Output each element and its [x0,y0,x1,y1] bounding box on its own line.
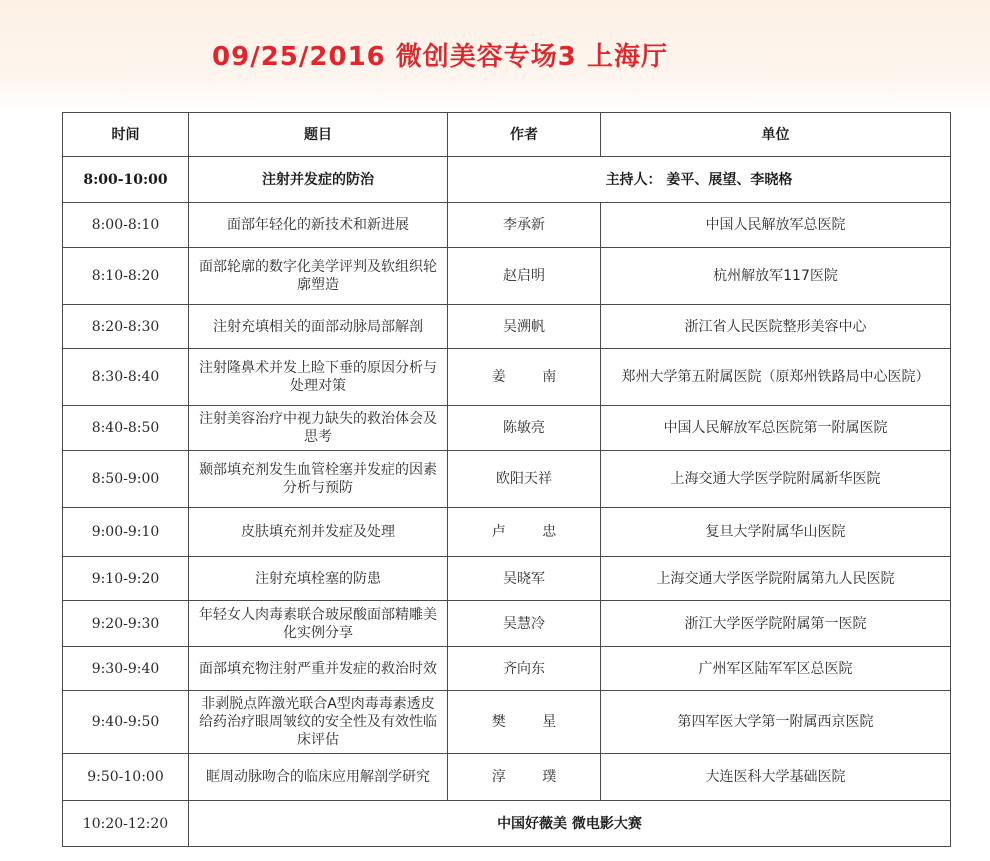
row-topic: 面部填充物注射严重并发症的救治时效 [189,647,448,691]
page-title: 09/25/2016 微创美容专场3 上海厅 [212,42,668,72]
header-author: 作者 [448,113,601,157]
table-row [63,601,951,647]
row-time: 8:20-8:30 [63,305,189,349]
session-row [63,157,951,203]
row-topic: 皮肤填充剂并发症及处理 [189,508,448,557]
row-time: 8:00-8:10 [63,203,189,248]
table-row [63,691,951,754]
row-topic: 注射充填栓塞的防患 [189,557,448,601]
row-author: 吴慧冷 [448,601,601,647]
footer-time: 10:20-12:20 [63,801,189,847]
talk-rows [63,203,951,801]
row-unit: 第四军医大学第一附属西京医院 [601,691,951,754]
row-unit: 大连医科大学基础医院 [601,754,951,801]
row-author: 卢 忠 [448,508,601,557]
row-time: 9:40-9:50 [63,691,189,754]
table-row [63,349,951,406]
header-time: 时间 [63,113,189,157]
row-author: 齐向东 [448,647,601,691]
row-topic: 注射隆鼻术并发上睑下垂的原因分析与处理对策 [189,349,448,406]
table-row [63,248,951,305]
row-time: 8:30-8:40 [63,349,189,406]
row-unit: 浙江省人民医院整形美容中心 [601,305,951,349]
table-row [63,647,951,691]
row-author: 樊 星 [448,691,601,754]
session-host: 主持人： 姜平、展望、李晓格 [448,157,951,203]
header-topic: 题目 [189,113,448,157]
row-topic: 注射充填相关的面部动脉局部解剖 [189,305,448,349]
row-time: 8:50-9:00 [63,451,189,508]
table-row [63,406,951,451]
row-unit: 广州军区陆军军区总医院 [601,647,951,691]
table-row [63,557,951,601]
footer-row [63,801,951,847]
row-time: 8:40-8:50 [63,406,189,451]
table-row [63,754,951,801]
table-row [63,451,951,508]
row-unit: 中国人民解放军总医院第一附属医院 [601,406,951,451]
table-row [63,305,951,349]
row-author: 姜 南 [448,349,601,406]
row-author: 吴晓军 [448,557,601,601]
row-unit: 杭州解放军117医院 [601,248,951,305]
row-unit: 复旦大学附属华山医院 [601,508,951,557]
row-unit: 郑州大学第五附属医院（原郑州铁路局中心医院） [601,349,951,406]
row-author: 吴溯帆 [448,305,601,349]
session-topic: 注射并发症的防治 [189,157,448,203]
row-unit: 中国人民解放军总医院 [601,203,951,248]
row-topic: 面部轮廓的数字化美学评判及软组织轮廓塑造 [189,248,448,305]
table-row [63,508,951,557]
row-author: 李承新 [448,203,601,248]
header-row [63,113,951,157]
row-topic: 非剥脱点阵激光联合A型肉毒毒素透皮给药治疗眼周皱纹的安全性及有效性临床评估 [189,691,448,754]
row-time: 9:50-10:00 [63,754,189,801]
row-time: 8:10-8:20 [63,248,189,305]
row-time: 9:30-9:40 [63,647,189,691]
session-time: 8:00-10:00 [63,157,189,203]
row-time: 9:20-9:30 [63,601,189,647]
row-topic: 年轻女人肉毒素联合玻尿酸面部精雕美化实例分享 [189,601,448,647]
row-author: 赵启明 [448,248,601,305]
row-author: 淳 璞 [448,754,601,801]
row-author: 陈敏亮 [448,406,601,451]
table-row [63,203,951,248]
header-unit: 单位 [601,113,951,157]
row-time: 9:00-9:10 [63,508,189,557]
footer-event: 中国好薇美 微电影大赛 [189,801,951,847]
row-author: 欧阳天祥 [448,451,601,508]
row-topic: 颞部填充剂发生血管栓塞并发症的因素分析与预防 [189,451,448,508]
schedule-table [62,112,951,847]
row-topic: 注射美容治疗中视力缺失的救治体会及思考 [189,406,448,451]
row-time: 9:10-9:20 [63,557,189,601]
row-topic: 面部年轻化的新技术和新进展 [189,203,448,248]
row-unit: 上海交通大学医学院附属第九人民医院 [601,557,951,601]
row-topic: 眶周动脉吻合的临床应用解剖学研究 [189,754,448,801]
row-unit: 浙江大学医学院附属第一医院 [601,601,951,647]
row-unit: 上海交通大学医学院附属新华医院 [601,451,951,508]
